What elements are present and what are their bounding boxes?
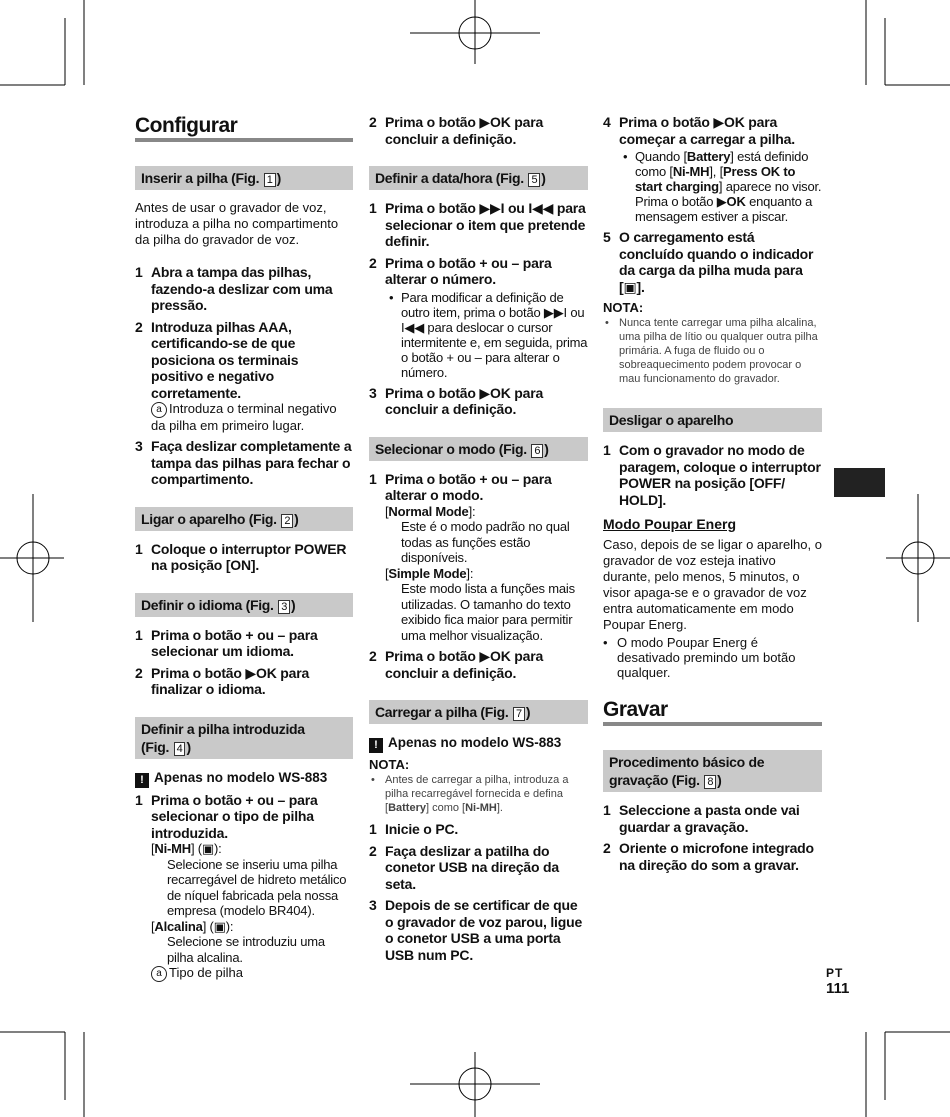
step: 2 Prima o botão ▶OK para finalizar o idioma. [135, 664, 310, 698]
circle-a-marker: a [151, 402, 167, 418]
battery-alkaline-icon: ▣ [213, 918, 226, 934]
section-carregar: Carregar a pilha (Fig. 7 ) [369, 700, 588, 724]
language-code: PT [826, 966, 844, 980]
column-2 [369, 114, 588, 968]
fig-ref: 2 [281, 514, 293, 528]
step: 2 Prima o botão ▶OK para concluir a definição. [369, 114, 544, 147]
bullet: • Quando [Battery] está definido como [Ni-MH], [Press OK to start charging] aparece no visor. Prima o botão ▶OK enquanto a mensagem estiver a piscar. [623, 149, 822, 224]
page-number [826, 966, 849, 997]
fig-ref: 4 [174, 742, 186, 756]
warning-icon: ! [369, 738, 383, 753]
warning-icon: ! [135, 773, 149, 788]
fig-ref: 5 [528, 173, 540, 187]
model-warning: ! Apenas no modelo WS-883 [135, 769, 353, 788]
battery-nimh-icon: ▣ [201, 841, 215, 857]
step: 1 Prima o botão + ou – para selecionar um idioma. [135, 626, 318, 660]
section-inserir-pilha: Inserir a pilha (Fig. 1 ) [135, 166, 353, 190]
poupar-heading: Modo Poupar Energ [603, 516, 736, 532]
nota-heading: NOTA: [603, 300, 644, 315]
section-pilha-introduzida: Definir a pilha introduzida (Fig. 4 ) [135, 717, 353, 759]
step: 1 Com o gravador no modo de paragem, coloque o interruptor POWER na posição [OFF/ HOLD]. [603, 442, 821, 508]
option-alcalina: [Alcalina] (▣): [151, 918, 234, 934]
option-normal-mode: [Normal Mode]: [385, 503, 476, 519]
step: 2 Oriente o microfone integrado na direção do som a gravar. [603, 840, 814, 873]
section-procedimento: Procedimento básico de gravação (Fig. 8 ) [603, 750, 822, 792]
step: 2 Prima o botão ▶OK para concluir a definição. [369, 648, 544, 681]
fig-ref: 7 [513, 707, 525, 721]
step: 5 O carregamento está concluído quando o indicador da carga da pilha muda para [▣]. [603, 229, 814, 295]
step: 3 Depois de se certificar de que o gravador de voz parou, ligue o conetor USB a uma porta USB num PC. [369, 897, 583, 963]
section-idioma: Definir o idioma (Fig. 3 ) [135, 593, 353, 617]
heading-configurar: Configurar [135, 114, 353, 142]
page-num: 111 [826, 980, 850, 997]
step: 1 Prima o botão + ou – para selecionar o tipo de pilha introduzida. [Ni-MH] (▣): Selecione se inseriu uma pilha recarregável de hidreto metálico de níquel fabricada pela nossa empresa (modelo BR404). [Alcalina] (▣): Selecione se introduziu uma pilha alcalina. a Tipo de pilha [135, 792, 353, 982]
nota-item: • Nunca tente carregar uma pilha alcalina, uma pilha de lítio ou qualquer outra pilha primária. A fuga de fluido ou o sobreaquecimento podem provocar o mau funcionamento do gravador. [605, 317, 818, 385]
bullet: • Para modificar a definição de outro item, prima o botão ▶▶I ou I◀◀ para deslocar o cursor intermitente e, em seguida, prima o botão + ou – para alterar o número. [389, 289, 588, 380]
fig-ref: 1 [264, 173, 276, 187]
step: 4 Prima o botão ▶OK para começar a carregar a pilha. • Quando [Battery] está definido como [Ni-MH], [Press OK to start charging] aparece no visor. Prima o botão ▶OK enquanto a mensagem estiver a piscar. [603, 114, 822, 224]
step: 1 Abra a tampa das pilhas, fazendo-a deslizar com uma pressão. [135, 264, 333, 313]
column-1 [135, 114, 353, 987]
step: 1 Seleccione a pasta onde vai guardar a gravação. [603, 802, 800, 835]
fig-ref: 3 [278, 600, 290, 614]
step: 1 Prima o botão + ou – para alterar o modo. [Normal Mode]: Este é o modo padrão no qual todas as funções estão disponíveis. [Simple Mode]: Este modo lista a funções mais utilizadas. O tamanho do texto exibido fica maior para permitir uma melhor visualização. [369, 471, 588, 644]
nota-item: • Antes de carregar a pilha, introduza a pilha recarregável fornecida e defina [Battery] como [Ni-MH]. [371, 774, 569, 814]
step: 3 Faça deslizar completamente a tampa das pilhas para fechar o compartimento. [135, 438, 352, 488]
intro-text: Antes de usar o gravador de voz, introduza a pilha no compartimento da pilha do gravador de voz. [135, 200, 339, 247]
chapter-tab [834, 468, 885, 497]
circle-a-marker: a [151, 966, 167, 982]
sub-note: a Tipo de pilha [151, 965, 353, 982]
sub-note: a Introduza o terminal negativo da pilha em primeiro lugar. [151, 401, 337, 433]
step: 2 Prima o botão + ou – para alterar o número. • Para modificar a definição de outro item, prima o botão ▶▶I ou I◀◀ para deslocar o cursor intermitente e, em seguida, prima o botão + ou – para alterar o número. [369, 254, 588, 380]
bullet: • O modo Poupar Energ é desativado premindo um botão qualquer. [603, 635, 796, 680]
fig-ref: 8 [704, 775, 716, 789]
step: 2 Introduza pilhas AAA, certificando-se de que posiciona os terminais positivo e negativo corretamente. a Introduza o terminal negativo da pilha em primeiro lugar. [135, 319, 353, 434]
nota-heading: NOTA: [369, 757, 410, 772]
heading-gravar: Gravar [603, 698, 822, 726]
option-simple-mode: [Simple Mode]: [385, 565, 474, 581]
step: 1 Prima o botão ▶▶I ou I◀◀ para selecionar o item que pretende definir. [369, 200, 586, 249]
section-desligar: Desligar o aparelho [603, 408, 822, 432]
poupar-text: Caso, depois de se ligar o aparelho, o gravador de voz esteja inativo durante, pelo menos, 5 minutos, o visor apaga-se e o gravador de voz entra automaticamente em modo Poupar Energ. [603, 537, 822, 632]
section-data-hora: Definir a data/hora (Fig. 5 ) [369, 166, 588, 190]
section-ligar: Ligar o aparelho (Fig. 2 ) [135, 507, 353, 531]
section-modo: Selecionar o modo (Fig. 6 ) [369, 437, 588, 461]
step: 1 Inicie o PC. [369, 821, 459, 837]
step: 2 Faça deslizar a patilha do conetor USB na direção da seta. [369, 842, 559, 892]
column-3 [603, 114, 822, 878]
step: 3 Prima o botão ▶OK para concluir a definição. [369, 384, 544, 417]
option-nimh: [Ni-MH] (▣): [151, 841, 222, 857]
fig-ref: 6 [531, 444, 543, 458]
battery-charged-icon: ▣ [623, 278, 637, 295]
step: 1 Coloque o interruptor POWER na posição [ON]. [135, 540, 347, 574]
model-warning: ! Apenas no modelo WS-883 [369, 734, 588, 753]
